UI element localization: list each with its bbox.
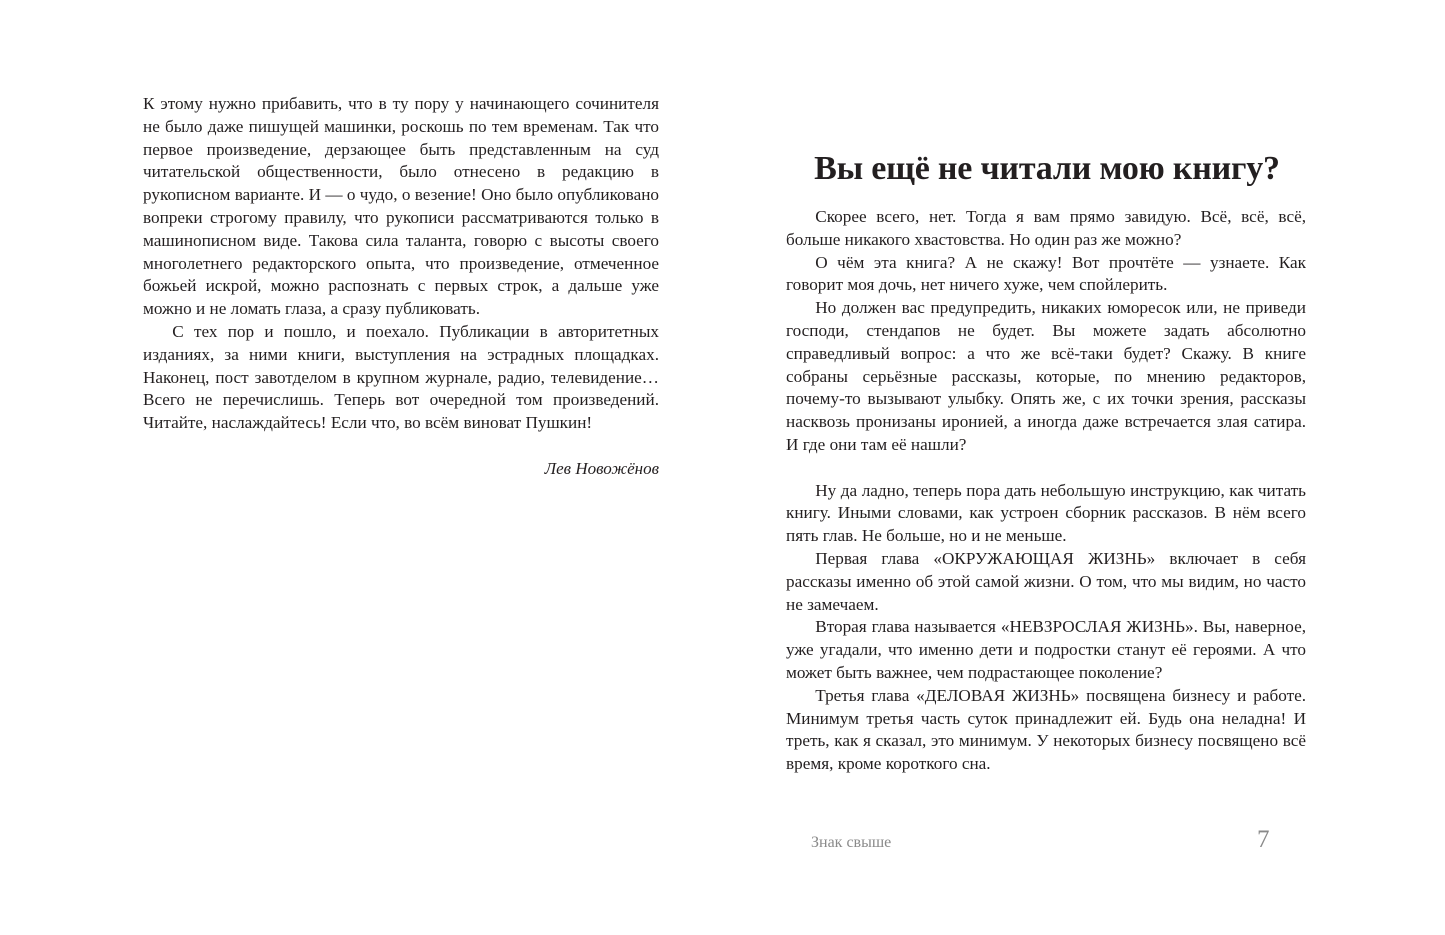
paragraph: Ну да ладно, теперь пора дать небольшую инструкцию, как читать книгу. Иными словами, как устроен сборник рассказов. В нём всего пять глав. Не больше, но и не меньше. <box>786 480 1306 546</box>
left-page-body <box>143 93 659 435</box>
paragraph: С тех пор и пошло, и поехало. Публикации в авторитетных изданиях, за ними книги, выступления на эстрадных площадках. Наконец, пост завотделом в крупном журнале, радио, телевидение… Всего не перечислишь. Теперь вот очередной том произведений. Читайте, наслаждайтесь! Если что, во всём виноват Пушкин! <box>143 321 659 433</box>
running-footer-title: Знак свыше <box>811 834 892 851</box>
paragraph: Но должен вас предупредить, никаких юморесок или, не приведи господи, стендапов не будет. Вы можете задать абсолютно справедливый вопрос: а что же всё-таки будет? Скажу. В книге собраны серьёзные рассказы, которые, по мнению редакторов, почему-то вызывают улыбку. Опять же, с их точки зрения, рассказы насквозь пронизаны иронией, а иногда даже встречается злая сатира. И где они там её нашли? <box>786 298 1306 454</box>
paragraph: Третья глава «ДЕЛОВАЯ ЖИЗНЬ» посвящена бизнесу и работе. Минимум третья часть суток принадлежит ей. Будь она неладна! И треть, как я сказал, это минимум. У некоторых бизнесу посвящено всё время, кроме короткого сна. <box>786 685 1306 774</box>
right-page-body <box>786 206 1306 776</box>
page-number: 7 <box>1257 826 1270 853</box>
right-page <box>723 0 1445 935</box>
paragraph: Вторая глава называется «НЕВЗРОСЛАЯ ЖИЗНЬ». Вы, наверное, уже угадали, что именно дети и подростки станут её героями. А что может быть важнее, чем подрастающее поколение? <box>786 617 1306 682</box>
chapter-title: Вы ещё не читали мою книгу? <box>814 150 1280 187</box>
paragraph: Скорее всего, нет. Тогда я вам прямо завидую. Всё, всё, всё, больше никакого хвастовства. Но один раз же можно? <box>786 207 1306 249</box>
paragraph: О чём эта книга? А не скажу! Вот прочтёте — узнаете. Как говорит моя дочь, нет ничего хуже, чем спойлерить. <box>786 252 1306 295</box>
left-page <box>0 0 722 935</box>
paragraph: К этому нужно прибавить, что в ту пору у начинающего сочинителя не было даже пишущей машинки, роскошь по тем временам. Так что первое произведение, дерзающее быть представленным на суд читательской общественности, было отнесено в редакцию в рукописном варианте. И — о чудо, о везение! Оно было опубликовано вопреки строгому правилу, что рукописи рассматриваются только в машинописном виде. Такова сила таланта, говорю с высоты своего многолетнего редакторского опыта, что произведение, отмеченное божьей искрой, можно распознать с первых строк, а дальше уже можно и не ломать глаза, а сразу публиковать. <box>143 94 659 319</box>
author-signature: Лев Новожёнов <box>544 459 659 478</box>
paragraph: Первая глава «ОКРУЖАЮЩАЯ ЖИЗНЬ» включает в себя рассказы именно об этой самой жизни. О том, что мы видим, но часто не замечаем. <box>786 548 1306 614</box>
